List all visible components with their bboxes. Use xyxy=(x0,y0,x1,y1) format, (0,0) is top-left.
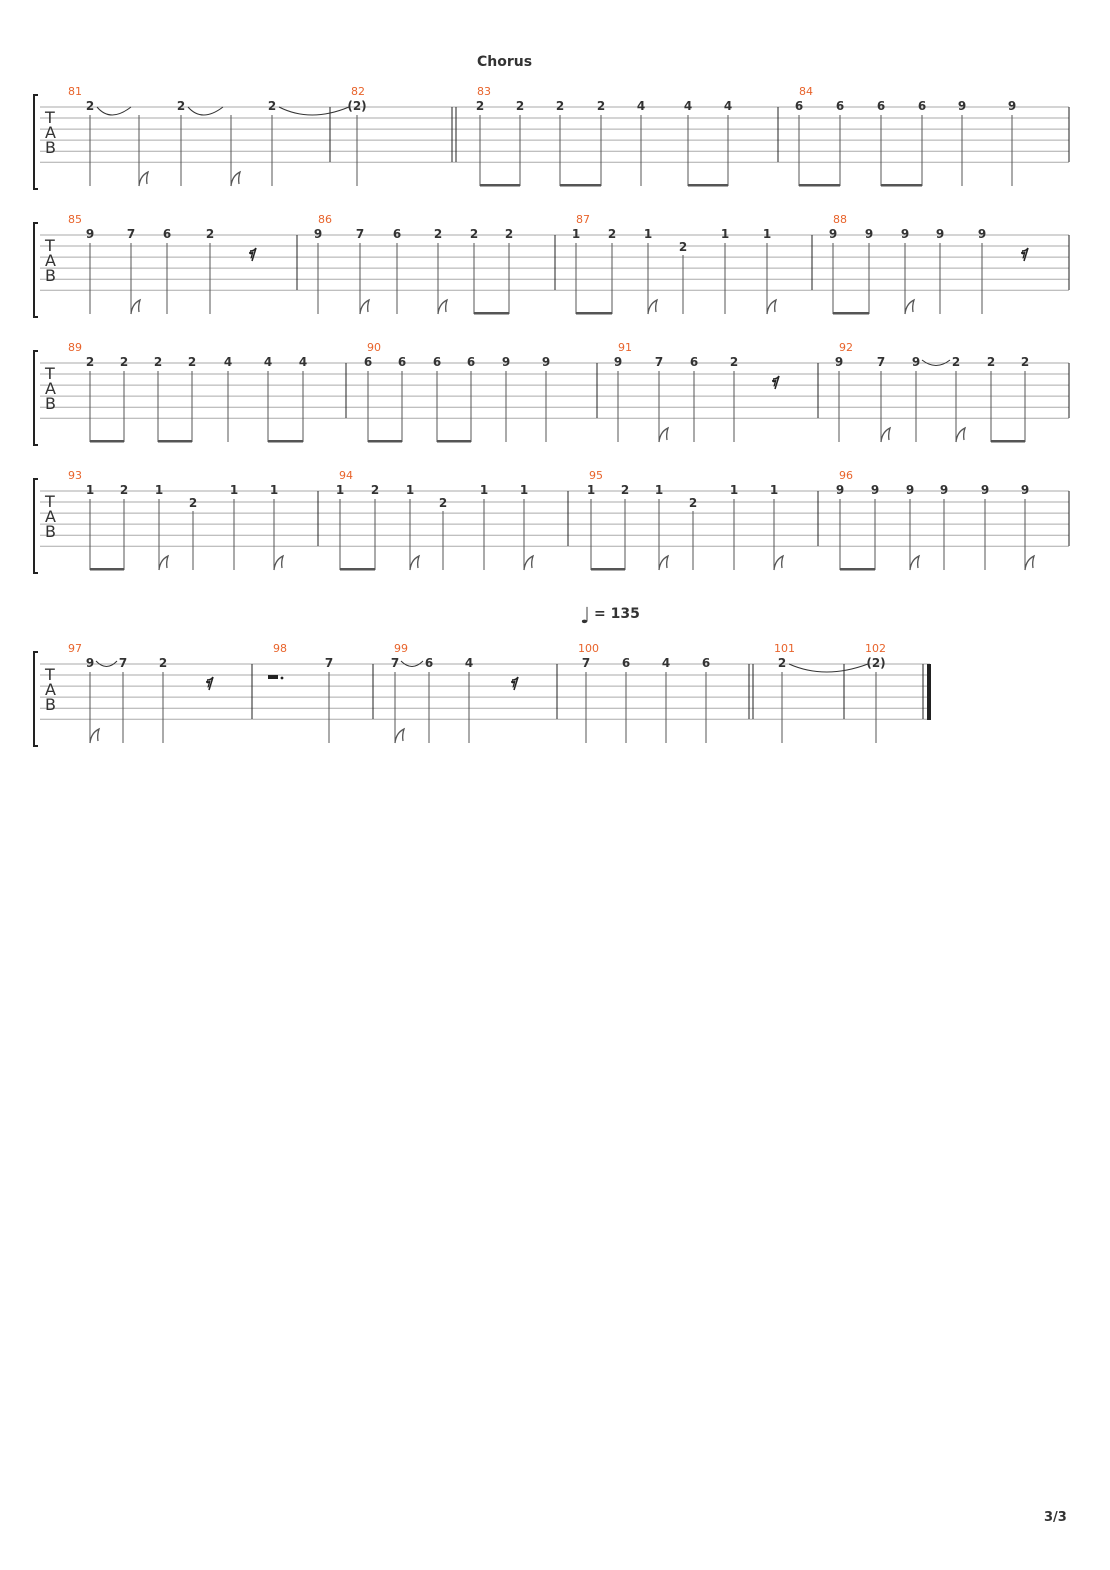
note-beam xyxy=(881,184,922,187)
measure-number: 90 xyxy=(367,341,381,354)
fret-number: 2 xyxy=(85,355,95,369)
fret-number: 1 xyxy=(720,227,730,241)
note-flag xyxy=(659,556,668,570)
note-flag xyxy=(956,428,965,442)
fret-number: 4 xyxy=(464,656,474,670)
note-beam xyxy=(591,568,625,571)
fret-number: 7 xyxy=(126,227,136,241)
note-beam xyxy=(576,312,612,315)
fret-number: 2 xyxy=(1020,355,1030,369)
measure-number: 98 xyxy=(273,642,287,655)
note-beam xyxy=(158,440,192,443)
system-bracket xyxy=(34,95,38,189)
tab-clef-letter: B xyxy=(45,522,56,541)
fret-number: 2 xyxy=(515,99,525,113)
fret-number: 6 xyxy=(432,355,442,369)
fret-number: 1 xyxy=(335,483,345,497)
note-flag xyxy=(410,556,419,570)
fret-number: 2 xyxy=(620,483,630,497)
note-flag xyxy=(881,428,890,442)
fret-number: 9 xyxy=(85,656,95,670)
fret-number: 9 xyxy=(834,355,844,369)
fret-number: 7 xyxy=(324,656,334,670)
fret-number: 2 xyxy=(678,240,688,254)
tab-clef-letter: B xyxy=(45,266,56,285)
note-flag xyxy=(438,300,447,314)
fret-number: 2 xyxy=(951,355,961,369)
tab-clef-letter: A xyxy=(45,123,56,142)
tab-clef-letter: T xyxy=(45,236,55,255)
fret-number: 2 xyxy=(438,496,448,510)
fret-number: 9 xyxy=(1020,483,1030,497)
fret-number: 4 xyxy=(683,99,693,113)
fret-number: 2 xyxy=(504,227,514,241)
fret-number: 1 xyxy=(586,483,596,497)
fret-number: 4 xyxy=(263,355,273,369)
fret-number: 2 xyxy=(986,355,996,369)
tempo-value: = 135 xyxy=(594,606,640,622)
tab-clef-letter: A xyxy=(45,507,56,526)
fret-number: 9 xyxy=(828,227,838,241)
eighth-rest: 𝄾 xyxy=(511,674,516,695)
fret-number: 7 xyxy=(390,656,400,670)
measure-number: 89 xyxy=(68,341,82,354)
tie-arc xyxy=(789,664,868,672)
fret-number: 1 xyxy=(729,483,739,497)
note-beam xyxy=(90,440,124,443)
fret-number: 2 xyxy=(688,496,698,510)
measure-number: 87 xyxy=(576,213,590,226)
fret-number: 1 xyxy=(519,483,529,497)
note-flag xyxy=(139,172,148,186)
note-beam xyxy=(688,184,728,187)
fret-number: 6 xyxy=(397,355,407,369)
fret-number: 9 xyxy=(1007,99,1017,113)
fret-number: 2 xyxy=(176,99,186,113)
fret-number: 9 xyxy=(313,227,323,241)
fret-number: 9 xyxy=(541,355,551,369)
measure-number: 96 xyxy=(839,469,853,482)
measure-number: 81 xyxy=(68,85,82,98)
fret-number: 2 xyxy=(119,483,129,497)
fret-number: 6 xyxy=(794,99,804,113)
measure-number: 100 xyxy=(578,642,599,655)
measure-number: 99 xyxy=(394,642,408,655)
fret-number: 2 xyxy=(607,227,617,241)
fret-number: 2 xyxy=(119,355,129,369)
measure-number: 101 xyxy=(774,642,795,655)
fret-number: 2 xyxy=(729,355,739,369)
note-beam xyxy=(560,184,601,187)
measure-number: 88 xyxy=(833,213,847,226)
fret-number: 2 xyxy=(596,99,606,113)
fret-number: 1 xyxy=(769,483,779,497)
tab-clef-letter: T xyxy=(45,108,55,127)
fret-number: 6 xyxy=(424,656,434,670)
note-beam xyxy=(474,312,509,315)
note-flag xyxy=(659,428,668,442)
note-flag xyxy=(159,556,168,570)
fret-number: 7 xyxy=(355,227,365,241)
note-beam xyxy=(833,312,869,315)
fret-number: 9 xyxy=(935,227,945,241)
fret-number: 4 xyxy=(636,99,646,113)
note-flag xyxy=(524,556,533,570)
fret-number: 1 xyxy=(479,483,489,497)
fret-number: 9 xyxy=(905,483,915,497)
fret-number: 6 xyxy=(392,227,402,241)
eighth-rest: 𝄾 xyxy=(249,245,254,266)
note-flag xyxy=(360,300,369,314)
fret-number: 4 xyxy=(723,99,733,113)
dotted-half-rest xyxy=(268,675,278,679)
fret-number: 2 xyxy=(475,99,485,113)
measure-number: 102 xyxy=(865,642,886,655)
fret-number: 6 xyxy=(363,355,373,369)
note-beam xyxy=(368,440,402,443)
note-flag xyxy=(90,729,99,743)
measure-number: 86 xyxy=(318,213,332,226)
fret-number: 2 xyxy=(158,656,168,670)
fret-number: 7 xyxy=(581,656,591,670)
fret-number: 1 xyxy=(269,483,279,497)
note-flag xyxy=(774,556,783,570)
fret-number: 9 xyxy=(980,483,990,497)
measure-number: 83 xyxy=(477,85,491,98)
fret-number: 1 xyxy=(229,483,239,497)
fret-number: 9 xyxy=(870,483,880,497)
fret-number: 9 xyxy=(613,355,623,369)
fret-number: 9 xyxy=(957,99,967,113)
system-bracket xyxy=(34,479,38,573)
fret-number: 7 xyxy=(654,355,664,369)
measure-number: 91 xyxy=(618,341,632,354)
tab-clef-letter: A xyxy=(45,379,56,398)
tab-clef-letter: A xyxy=(45,680,56,699)
tab-clef-letter: B xyxy=(45,138,56,157)
measure-number: 93 xyxy=(68,469,82,482)
tab-clef-letter: T xyxy=(45,364,55,383)
fret-number: 2 xyxy=(85,99,95,113)
quarter-note-icon: ♩ xyxy=(580,604,591,629)
system-bracket xyxy=(34,223,38,317)
note-beam xyxy=(799,184,840,187)
tab-clef-letter: T xyxy=(45,492,55,511)
fret-number: 2 xyxy=(267,99,277,113)
note-flag xyxy=(231,172,240,186)
fret-number: 6 xyxy=(621,656,631,670)
note-beam xyxy=(268,440,303,443)
fret-number: 7 xyxy=(876,355,886,369)
fret-number: 9 xyxy=(939,483,949,497)
note-beam xyxy=(90,568,124,571)
fret-number: 1 xyxy=(643,227,653,241)
fret-number: 1 xyxy=(571,227,581,241)
fret-number: 9 xyxy=(835,483,845,497)
fret-number: 4 xyxy=(298,355,308,369)
measure-number: 92 xyxy=(839,341,853,354)
fret-number: 6 xyxy=(876,99,886,113)
tie-arc xyxy=(279,107,349,115)
fret-number: 6 xyxy=(689,355,699,369)
fret-number: 9 xyxy=(911,355,921,369)
measure-number: 82 xyxy=(351,85,365,98)
system-bracket xyxy=(34,652,38,746)
fret-number: 9 xyxy=(501,355,511,369)
fret-number: 1 xyxy=(654,483,664,497)
fret-number: 4 xyxy=(223,355,233,369)
tab-clef-letter: B xyxy=(45,394,56,413)
fret-number: 6 xyxy=(162,227,172,241)
fret-number: 4 xyxy=(661,656,671,670)
fret-number: 2 xyxy=(153,355,163,369)
note-flag xyxy=(767,300,776,314)
tab-clef-letter: A xyxy=(45,251,56,270)
measure-number: 95 xyxy=(589,469,603,482)
fret-number: 1 xyxy=(154,483,164,497)
fret-number: 7 xyxy=(118,656,128,670)
note-flag xyxy=(274,556,283,570)
fret-number: 9 xyxy=(85,227,95,241)
tie-arc xyxy=(188,107,223,115)
fret-number: (2) xyxy=(866,656,886,670)
rest-dot xyxy=(281,677,284,680)
eighth-rest: 𝄾 xyxy=(1021,245,1026,266)
fret-number: 6 xyxy=(917,99,927,113)
tab-clef-letter: B xyxy=(45,695,56,714)
final-barline xyxy=(927,664,931,720)
tab-clef-letter: T xyxy=(45,665,55,684)
fret-number: 2 xyxy=(777,656,787,670)
page-number: 3/3 xyxy=(1044,1510,1067,1525)
note-flag xyxy=(648,300,657,314)
eighth-rest: 𝄾 xyxy=(206,674,211,695)
fret-number: 2 xyxy=(433,227,443,241)
note-flag xyxy=(395,729,404,743)
fret-number: 6 xyxy=(701,656,711,670)
fret-number: 6 xyxy=(466,355,476,369)
fret-number: 1 xyxy=(762,227,772,241)
fret-number: 9 xyxy=(900,227,910,241)
section-title: Chorus xyxy=(477,54,533,70)
fret-number: 9 xyxy=(864,227,874,241)
fret-number: 2 xyxy=(187,355,197,369)
fret-number: 6 xyxy=(835,99,845,113)
fret-number: 9 xyxy=(977,227,987,241)
fret-number: 2 xyxy=(469,227,479,241)
fret-number: (2) xyxy=(347,99,367,113)
fret-number: 2 xyxy=(205,227,215,241)
system-bracket xyxy=(34,351,38,445)
note-flag xyxy=(905,300,914,314)
note-beam xyxy=(480,184,520,187)
note-beam xyxy=(340,568,375,571)
note-beam xyxy=(840,568,875,571)
fret-number: 2 xyxy=(188,496,198,510)
fret-number: 1 xyxy=(405,483,415,497)
measure-number: 84 xyxy=(799,85,813,98)
measure-number: 97 xyxy=(68,642,82,655)
note-flag xyxy=(131,300,140,314)
measure-number: 85 xyxy=(68,213,82,226)
eighth-rest: 𝄾 xyxy=(772,373,777,394)
fret-number: 2 xyxy=(370,483,380,497)
note-flag xyxy=(1025,556,1034,570)
fret-number: 2 xyxy=(555,99,565,113)
note-beam xyxy=(437,440,471,443)
fret-number: 1 xyxy=(85,483,95,497)
measure-number: 94 xyxy=(339,469,353,482)
tie-arc xyxy=(97,107,131,115)
note-flag xyxy=(910,556,919,570)
note-beam xyxy=(991,440,1025,443)
